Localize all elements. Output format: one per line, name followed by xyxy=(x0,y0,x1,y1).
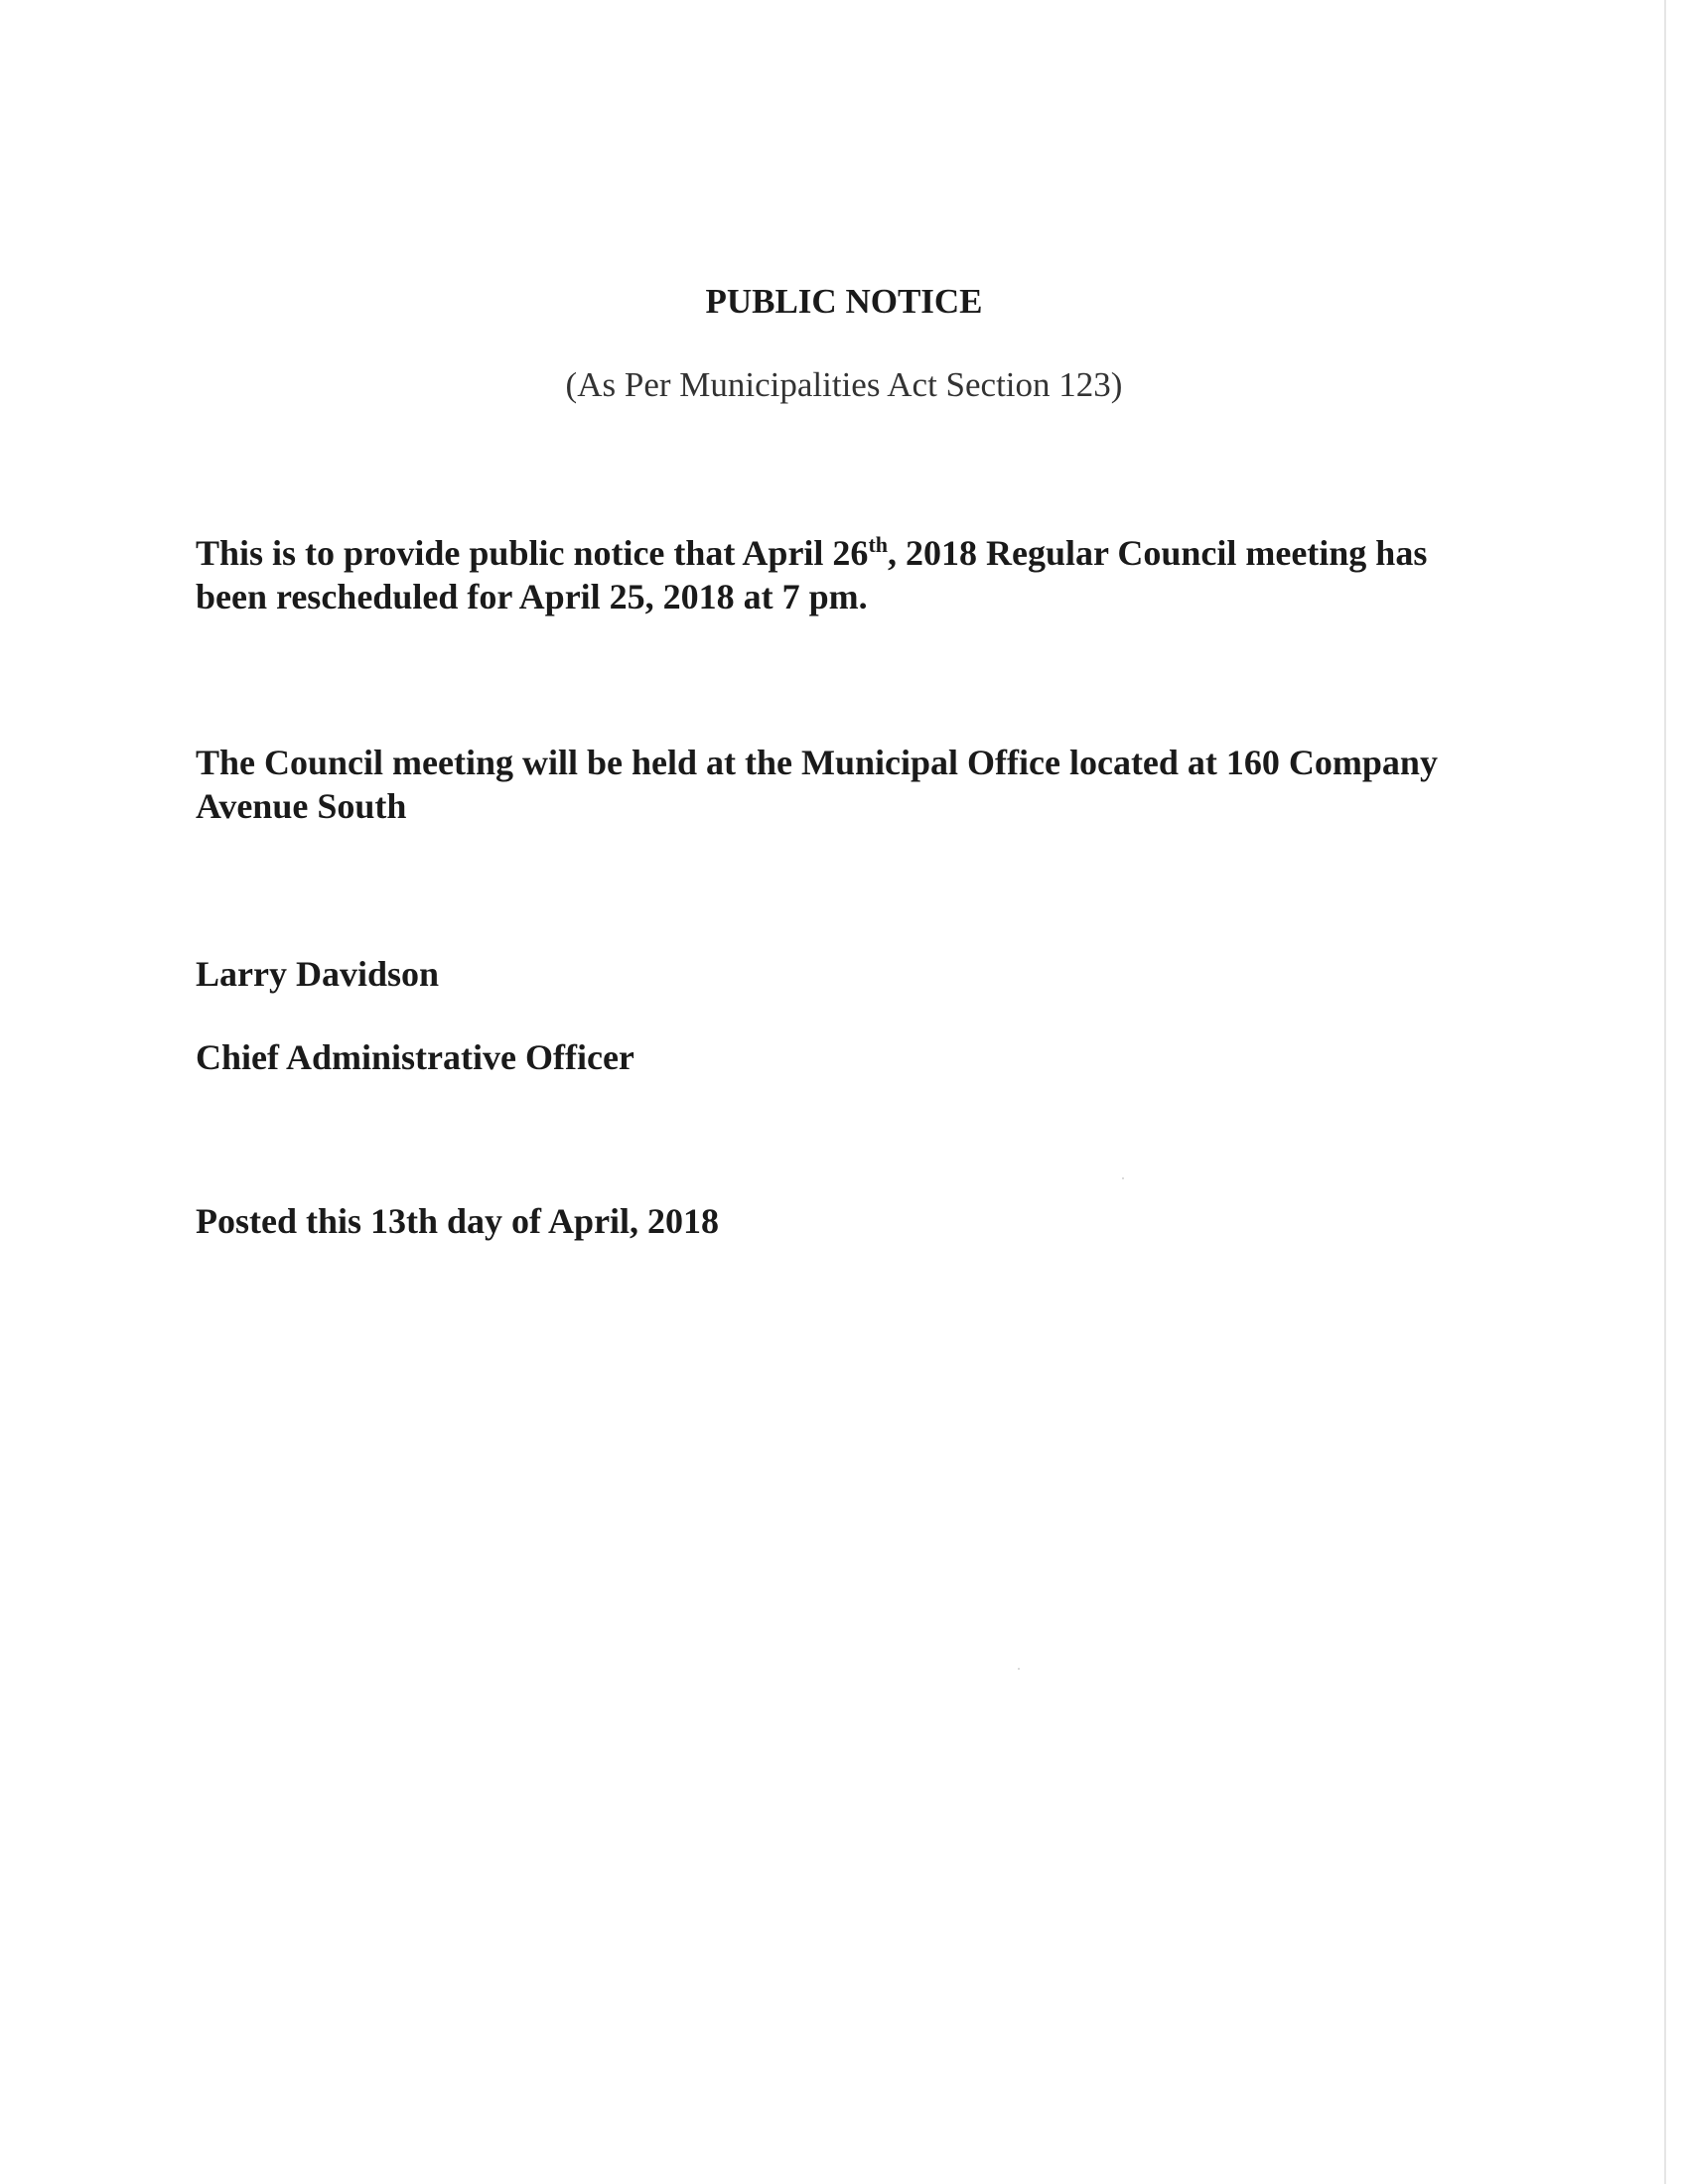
scan-speck xyxy=(1122,1177,1124,1179)
page-edge-shadow xyxy=(1664,0,1666,2184)
location-paragraph: The Council meeting will be held at the Municipal Office located at 160 Company Avenue South xyxy=(196,743,1438,826)
reschedule-text-end: , 2018 Regular Council meeting has been rescheduled for April 25, 2018 at 7 pm. xyxy=(196,533,1428,616)
ordinal-suffix: th xyxy=(868,532,888,557)
posted-date-line: Posted this 13th day of April, 2018 xyxy=(196,1201,720,1241)
signatory-title: Chief Administrative Officer xyxy=(196,1037,634,1077)
signatory-name: Larry Davidson xyxy=(196,954,440,994)
reschedule-text-start: This is to provide public notice that April 26 xyxy=(196,533,869,573)
reschedule-paragraph xyxy=(196,531,1506,618)
notice-title: PUBLIC NOTICE xyxy=(705,282,983,321)
scan-speck xyxy=(1018,1668,1020,1670)
notice-subtitle: (As Per Municipalities Act Section 123) xyxy=(565,365,1123,404)
